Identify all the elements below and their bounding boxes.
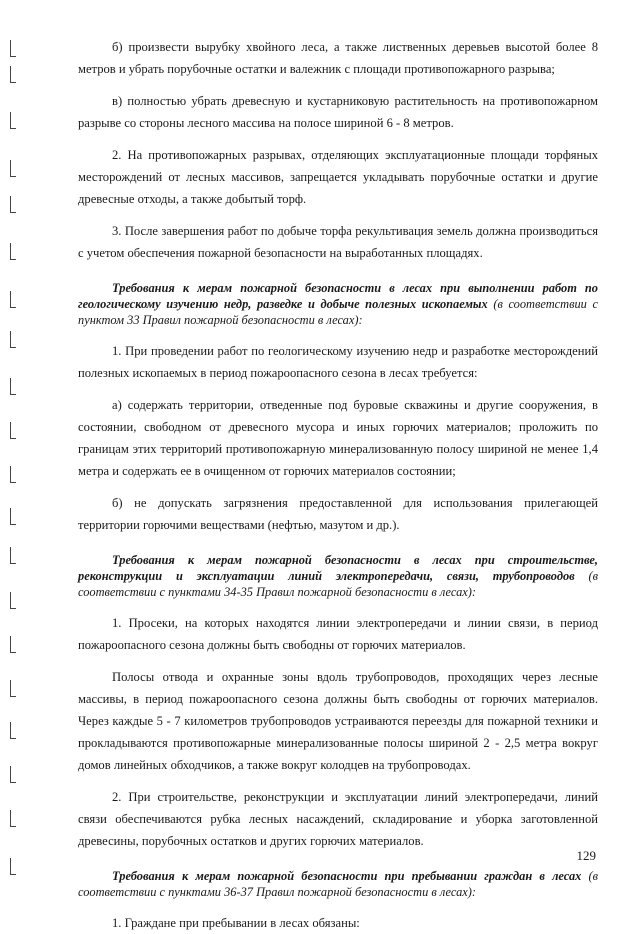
document-page [78,36,598,934]
margin-mark [10,766,16,783]
paragraph: б) произвести вырубку хвойного леса, а также лиственных деревьев высотой более 8 метров и убрать порубочные остатки и валежник с площади противопожарного разрыва; [78,40,598,76]
paragraph: б) не допускать загрязнения предоставленной для использования прилегающей территории горючими веществами (нефтью, мазутом и др.). [78,496,598,532]
paragraph: в) полностью убрать древесную и кустарниковую растительность на противопожарном разрыве со стороны лесного массива на полосе шириной 6 - 8 метров. [78,94,598,130]
section-heading-title: Требования к мерам пожарной безопасности при пребывании граждан в лесах [112,869,582,883]
section-heading-title: Требования к мерам пожарной безопасности в лесах при выполнении работ по геологическому изучению недр, разведке и добыче полезных ископаемых [78,281,598,311]
margin-mark [10,680,16,697]
paragraph: 2. При строительстве, реконструкции и эксплуатации линий электропередачи, линий связи обеспечиваются рубка лесных насаждений, складирование и уборка заготовленной древесины, порубочных остатков и других горючих материалов. [78,790,598,848]
margin-mark [10,592,16,609]
section-heading-reference: (в соответствии с пунктом 33 Правил пожарной безопасности в лесах): [78,297,598,327]
section-heading-reference: (в соответствии с пунктами 36-37 Правил пожарной безопасности в лесах): [78,869,598,899]
margin-mark [10,66,16,83]
section-heading [78,868,598,900]
paragraph: а) содержать территории, отведенные под буровые скважины и другие сооружения, в состоянии, свободном от древесного мусора и иных горючих материалов; проложить по границам этих территорий противопожарную минерализованную полосу шириной не менее 1,4 метра и содержать ее в очищенном от горючих материалов состоянии; [78,398,598,478]
page-number: 129 [576,848,596,863]
section-heading-title: Требования к мерам пожарной безопасности в лесах при строительстве, реконструкции и эксплуатации линий электропередачи, связи, трубопроводов [78,553,598,583]
section-heading [78,280,598,328]
margin-mark [10,243,16,260]
paragraph: 1. Граждане при пребывании в лесах обязаны: [112,916,360,930]
margin-mark [10,547,16,564]
margin-mark [10,331,16,348]
margin-mark [10,810,16,827]
paragraph: 2. На противопожарных разрывах, отделяющих эксплуатационные площади торфяных месторождений от лесных массивов, запрещается укладывать порубочные остатки и другие древесные отходы, а также добытый торф. [78,148,598,206]
section-heading [78,552,598,600]
margin-mark [10,858,16,875]
margin-mark [10,722,16,739]
margin-mark [10,636,16,653]
paragraph: 3. После завершения работ по добыче торфа рекультивация земель должна производиться с учетом обеспечения пожарной безопасности на выработанных площадях. [78,224,598,260]
margin-mark [10,112,16,129]
binding-margin-marks [0,0,24,905]
paragraph: Полосы отвода и охранные зоны вдоль трубопроводов, проходящих через лесные массивы, в период пожароопасного сезона должны быть свободны от горючих материалов. Через каждые 5 - 7 километров трубопроводов устраиваются переезды для пожарной техники и прокладываются противопожарные минерализованные полосы шириной 2 - 2,5 метра вокруг домов линейных обходчиков, а также вокруг колодцев на трубопроводах. [78,670,598,772]
margin-mark [10,196,16,213]
margin-mark [10,378,16,395]
margin-mark [10,422,16,439]
margin-mark [10,508,16,525]
paragraph: 1. Просеки, на которых находятся линии электропередачи и линии связи, в период пожароопасного сезона должны быть свободны от горючих материалов. [78,616,598,652]
margin-mark [10,160,16,177]
margin-mark [10,40,16,57]
section-heading-reference: (в соответствии с пунктами 34-35 Правил пожарной безопасности в лесах): [78,569,598,599]
paragraph: 1. При проведении работ по геологическому изучению недр и разработке месторождений полезных ископаемых в период пожароопасного сезона в лесах требуется: [78,344,598,380]
margin-mark [10,291,16,308]
margin-mark [10,466,16,483]
